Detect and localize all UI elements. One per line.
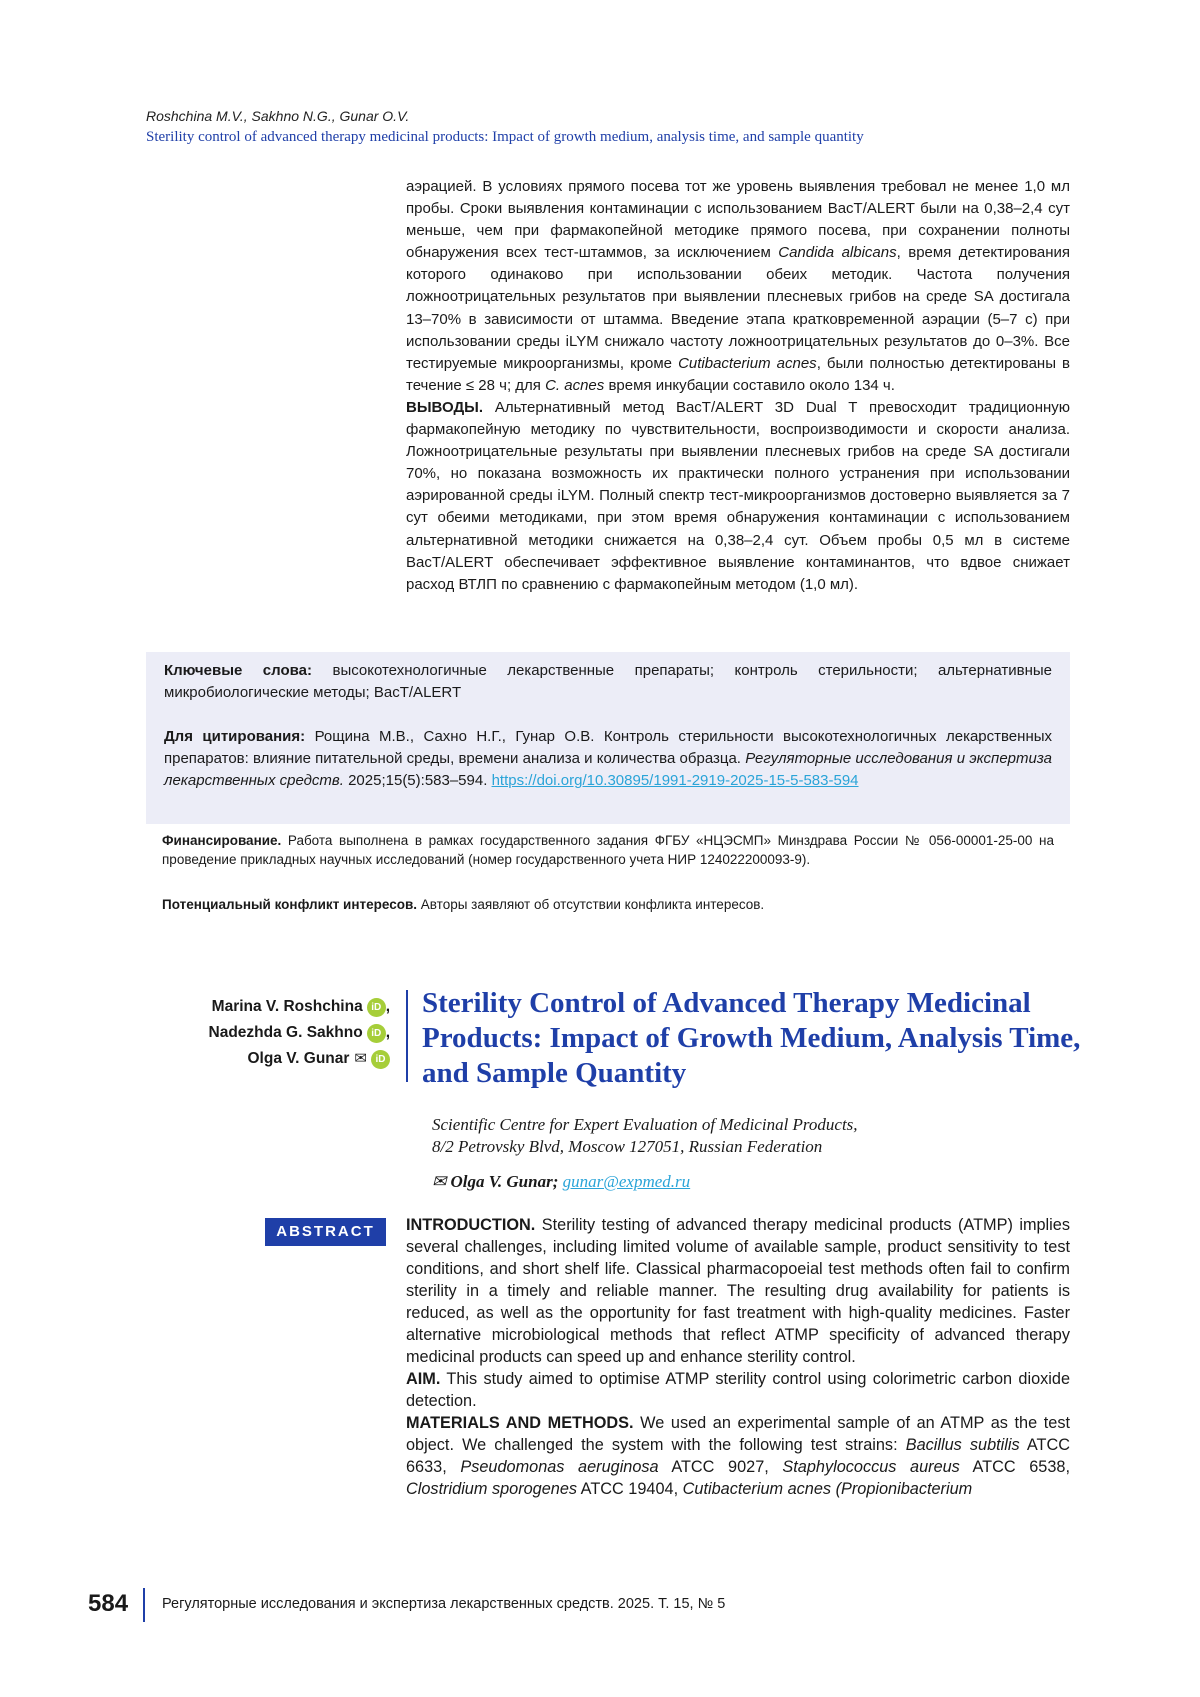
footer-journal: Регуляторные исследования и экспертиза лекарственных средств. 2025. Т. 15, № 5 (162, 1596, 725, 1612)
en-abstract (406, 1214, 1070, 1500)
author-row (140, 1046, 390, 1072)
citation-journal: Регуляторные исследования и экспертиза лекарственных средств. (164, 750, 1052, 789)
email-link[interactable]: gunar@expmed.ru (563, 1172, 691, 1191)
funding-label: Финансирование. (162, 833, 281, 848)
ru-abstract (406, 176, 1070, 596)
author-name: Olga V. Gunar (247, 1046, 349, 1072)
title-rule (406, 990, 408, 1082)
page-number: 584 (88, 1590, 128, 1618)
keywords-citation-box (146, 652, 1070, 824)
methods-paragraph: MATERIALS AND METHODS. We used an experimental sample of an ATMP as the test object. We challenged the system with the following test strains: Bacillus subtilis ATCC 6633, Pseudomonas aeruginosa ATCC 9027, Staphylococcus aureus ATCC 6538, Clostridium sporogenes ATCC 19404, Cutibacterium acnes (Propionibacterium (406, 1412, 1070, 1500)
intro-label: INTRODUCTION. (406, 1216, 535, 1234)
intro-paragraph: INTRODUCTION. Sterility testing of advanced therapy medicinal products (ATMP) implies several challenges, including limited volume of available sample, product sensitivity to test conditions, and short shelf life. Classical pharmacopoeial test methods often fail to confirm sterility in a timely and reliable manner. The resulting drug availability for patients is reduced, as well as the opportunity for fast treatment with high-quality medicines. Faster alternative microbiological methods that reflect ATMP specificity of advanced therapy medicinal products can speed up and enhance sterility control. (406, 1214, 1070, 1368)
author-row: Marina V. Roshchina iD , (140, 994, 390, 1020)
doi-link[interactable]: https://doi.org/10.30895/1991-2919-2025-15-5-583-594 (492, 772, 859, 789)
author-name: Marina V. Roshchina (212, 994, 363, 1020)
conflict-label: Потенциальный конфликт интересов. (162, 897, 417, 912)
running-header-authors: Roshchina M.V., Sakhno N.G., Gunar O.V. (146, 108, 409, 124)
orcid-icon[interactable]: iD (367, 998, 386, 1017)
correspondence (432, 1172, 690, 1192)
author-list (140, 994, 390, 1072)
footer-rule (143, 1588, 145, 1622)
conclusions-label: ВЫВОДЫ. (406, 399, 483, 416)
ru-results-paragraph: аэрацией. В условиях прямого посева тот же уровень выявления требовал не менее 1,0 мл пробы. Сроки выявления контаминации с использованием BacT/ALERT были на 0,38–2,4 сут меньше, чем при фармакопейной методике прямого посева, при сохранении полноты обнаружения всех тест-штаммов, за исключением Candida albicans, время детектирования которого одинаково при использовании обеих методик. Частота получения ложноотрицательных результатов при выявлении плесневых грибов на среде SA достигала 13–70% в зависимости от штамма. Введение этапа кратковременной аэрации (5–7 с) при использовании среды iLYM снижало частоту ложноотрицательных результатов до 0–3%. Все тестируемые микроорганизмы, кроме Cutibacterium acnes, были полностью детектированы в течение ≤ 28 ч; для C. acnes время инкубации составило около 134 ч. (406, 176, 1070, 397)
conflict-of-interest: Потенциальный конфликт интересов. Авторы заявляют об отсутствии конфликта интересов. (162, 896, 1054, 914)
corresponding-author: Olga V. Gunar; (451, 1172, 559, 1191)
mail-icon: ✉ (432, 1172, 446, 1191)
orcid-icon[interactable]: iD (371, 1050, 390, 1069)
keywords-label: Ключевые слова: (164, 662, 312, 679)
orcid-icon[interactable]: iD (367, 1024, 386, 1043)
ru-conclusions-paragraph: ВЫВОДЫ. Альтернативный метод BacT/ALERT 3D Dual T превосходит традиционную фармакопейную методику по чувствительности, воспроизводимости и скорости анализа. Ложноотрицательные результаты при выявлении плесневых грибов на среде SA достигали 70%, но показана возможность их практически полного устранения при использовании аэрированной среды iLYM. Полный спектр тест-микроорганизмов достоверно выявляется за 7 сут обеими методиками, при этом время обнаружения контаминации с использованием альтернативной методики снижается на 0,38–2,4 сут. Объем пробы 0,5 мл в системе BacT/ALERT обеспечивает эффективное выявление контаминантов, что вдвое снижает расход ВТЛП по сравнению с фармакопейным методом (1,0 мл). (406, 397, 1070, 596)
methods-label: MATERIALS AND METHODS. (406, 1414, 634, 1432)
mail-icon: ✉ (354, 1046, 367, 1072)
aim-label: AIM. (406, 1370, 440, 1388)
article-title: Sterility Control of Advanced Therapy Medicinal Products: Impact of Growth Medium, Analysis Time, and Sample Quantity (422, 986, 1082, 1091)
running-header-title: Sterility control of advanced therapy medicinal products: Impact of growth medium, analysis time, and sample quantity (146, 129, 864, 146)
citation-label: Для цитирования: (164, 728, 305, 745)
abstract-badge: ABSTRACT (265, 1218, 386, 1246)
citation: Для цитирования: Рощина М.В., Сахно Н.Г., Гунар О.В. Контроль стерильности высокотехнологичных лекарственных препаратов: влияние питательной среды, времени анализа и количества образца. Регуляторные исследования и экспертиза лекарственных средств. 2025;15(5):583–594. https://doi.org/10.30895/1991-2919-2025-15-5-583-594 (164, 726, 1052, 792)
species-name: Cutibacterium acnes (678, 355, 817, 372)
species-name: Candida albicans (778, 244, 896, 261)
author-row: Nadezhda G. Sakhno iD , (140, 1020, 390, 1046)
keywords: Ключевые слова: высокотехнологичные лекарственные препараты; контроль стерильности; альтернативные микробиологические методы; BacT/ALERT (164, 660, 1052, 704)
affiliation: Scientific Centre for Expert Evaluation of Medicinal Products, 8/2 Petrovsky Blvd, Moscow 127051, Russian Federation (432, 1114, 1072, 1158)
author-name: Nadezhda G. Sakhno (209, 1020, 363, 1046)
aim-paragraph: AIM. This study aimed to optimise ATMP sterility control using colorimetric carbon dioxide detection. (406, 1368, 1070, 1412)
species-name: C. acnes (545, 377, 604, 394)
funding: Финансирование. Работа выполнена в рамках государственного задания ФГБУ «НЦЭСМП» Минздрава России № 056-00001-25-00 на проведение прикладных научных исследований (номер государственного учета НИР 124022200093-9). (162, 832, 1054, 869)
